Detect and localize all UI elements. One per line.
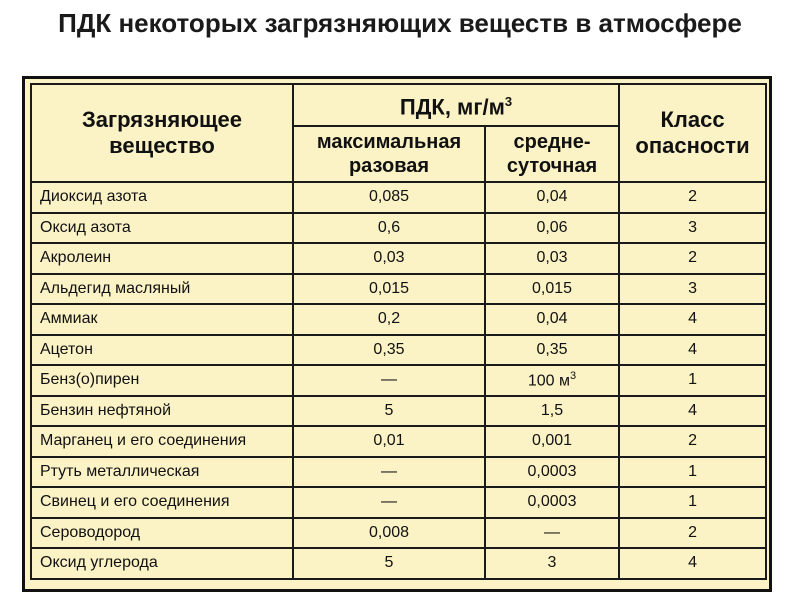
daily-avg-value: 0,03 bbox=[485, 243, 619, 274]
daily-avg-value: 0,015 bbox=[485, 274, 619, 305]
max-single-value: — bbox=[293, 365, 485, 396]
substance-name: Свинец и его соединения bbox=[31, 487, 293, 518]
max-single-value: — bbox=[293, 457, 485, 488]
daily-avg-value: 1,5 bbox=[485, 396, 619, 427]
hazard-class-value: 4 bbox=[619, 335, 766, 366]
daily-avg-value: 100 $м^3$ bbox=[485, 365, 619, 396]
table-row bbox=[31, 548, 766, 579]
hazard-class-value: 2 bbox=[619, 426, 766, 457]
max-single-value: 0,6 bbox=[293, 213, 485, 244]
header-pdk bbox=[293, 84, 619, 126]
hazard-class-value: 4 bbox=[619, 396, 766, 427]
max-single-value: 0,03 bbox=[293, 243, 485, 274]
daily-avg-value: 0,0003 bbox=[485, 457, 619, 488]
table-row bbox=[31, 335, 766, 366]
max-single-value: 0,01 bbox=[293, 426, 485, 457]
hazard-class-value: 1 bbox=[619, 457, 766, 488]
hazard-class-value: 2 bbox=[619, 243, 766, 274]
hazard-class-value: 4 bbox=[619, 548, 766, 579]
header-pdk-text: ПДК, мг/м bbox=[399, 94, 505, 120]
substance-name: Диоксид азота bbox=[31, 182, 293, 213]
substance-name: Ацетон bbox=[31, 335, 293, 366]
hazard-class-value: 3 bbox=[619, 213, 766, 244]
daily-avg-value: 3 bbox=[485, 548, 619, 579]
table-body bbox=[31, 182, 766, 579]
substance-name: Аммиак bbox=[31, 304, 293, 335]
table-row bbox=[31, 274, 766, 305]
table-row bbox=[31, 426, 766, 457]
table-row bbox=[31, 457, 766, 488]
table-row bbox=[31, 365, 766, 396]
hazard-class-value: 2 bbox=[619, 518, 766, 549]
table-row bbox=[31, 304, 766, 335]
substance-name: Марганец и его соединения bbox=[31, 426, 293, 457]
substance-name: Ртуть металлическая bbox=[31, 457, 293, 488]
substance-name: Альдегид масляный bbox=[31, 274, 293, 305]
header-daily-avg: средне-суточная bbox=[485, 126, 619, 182]
max-single-value: 0,015 bbox=[293, 274, 485, 305]
table-row bbox=[31, 518, 766, 549]
table-row bbox=[31, 213, 766, 244]
substance-name: Сероводород bbox=[31, 518, 293, 549]
table-row bbox=[31, 487, 766, 518]
header-substance: Загрязняющее вещество bbox=[31, 84, 293, 182]
daily-avg-value: 0,001 bbox=[485, 426, 619, 457]
header-hazard-class: Класс опасности bbox=[619, 84, 766, 182]
daily-avg-value: — bbox=[485, 518, 619, 549]
daily-avg-value: 0,0003 bbox=[485, 487, 619, 518]
header-max-single: максимальная разовая bbox=[293, 126, 485, 182]
max-single-value: 0,35 bbox=[293, 335, 485, 366]
substance-name: Бенз(о)пирен bbox=[31, 365, 293, 396]
daily-avg-value: 0,04 bbox=[485, 304, 619, 335]
header-pdk-sup: 3 bbox=[504, 94, 513, 110]
max-single-value: 0,2 bbox=[293, 304, 485, 335]
hazard-class-value: 3 bbox=[619, 274, 766, 305]
max-single-value: 5 bbox=[293, 396, 485, 427]
max-single-value: — bbox=[293, 487, 485, 518]
page-title: ПДК некоторых загрязняющих веществ в атмосфере bbox=[58, 8, 742, 38]
substance-name: Оксид углерода bbox=[31, 548, 293, 579]
pollutant-table bbox=[30, 83, 767, 580]
max-single-value: 5 bbox=[293, 548, 485, 579]
daily-avg-value: 0,06 bbox=[485, 213, 619, 244]
substance-name: Акролеин bbox=[31, 243, 293, 274]
daily-avg-value: 0,04 bbox=[485, 182, 619, 213]
table-row bbox=[31, 396, 766, 427]
substance-name: Бензин нефтяной bbox=[31, 396, 293, 427]
max-single-value: 0,008 bbox=[293, 518, 485, 549]
table-row bbox=[31, 182, 766, 213]
hazard-class-value: 1 bbox=[619, 487, 766, 518]
max-single-value: 0,085 bbox=[293, 182, 485, 213]
table-row bbox=[31, 243, 766, 274]
hazard-class-value: 1 bbox=[619, 365, 766, 396]
hazard-class-value: 4 bbox=[619, 304, 766, 335]
daily-avg-value: 0,35 bbox=[485, 335, 619, 366]
hazard-class-value: 2 bbox=[619, 182, 766, 213]
substance-name: Оксид азота bbox=[31, 213, 293, 244]
